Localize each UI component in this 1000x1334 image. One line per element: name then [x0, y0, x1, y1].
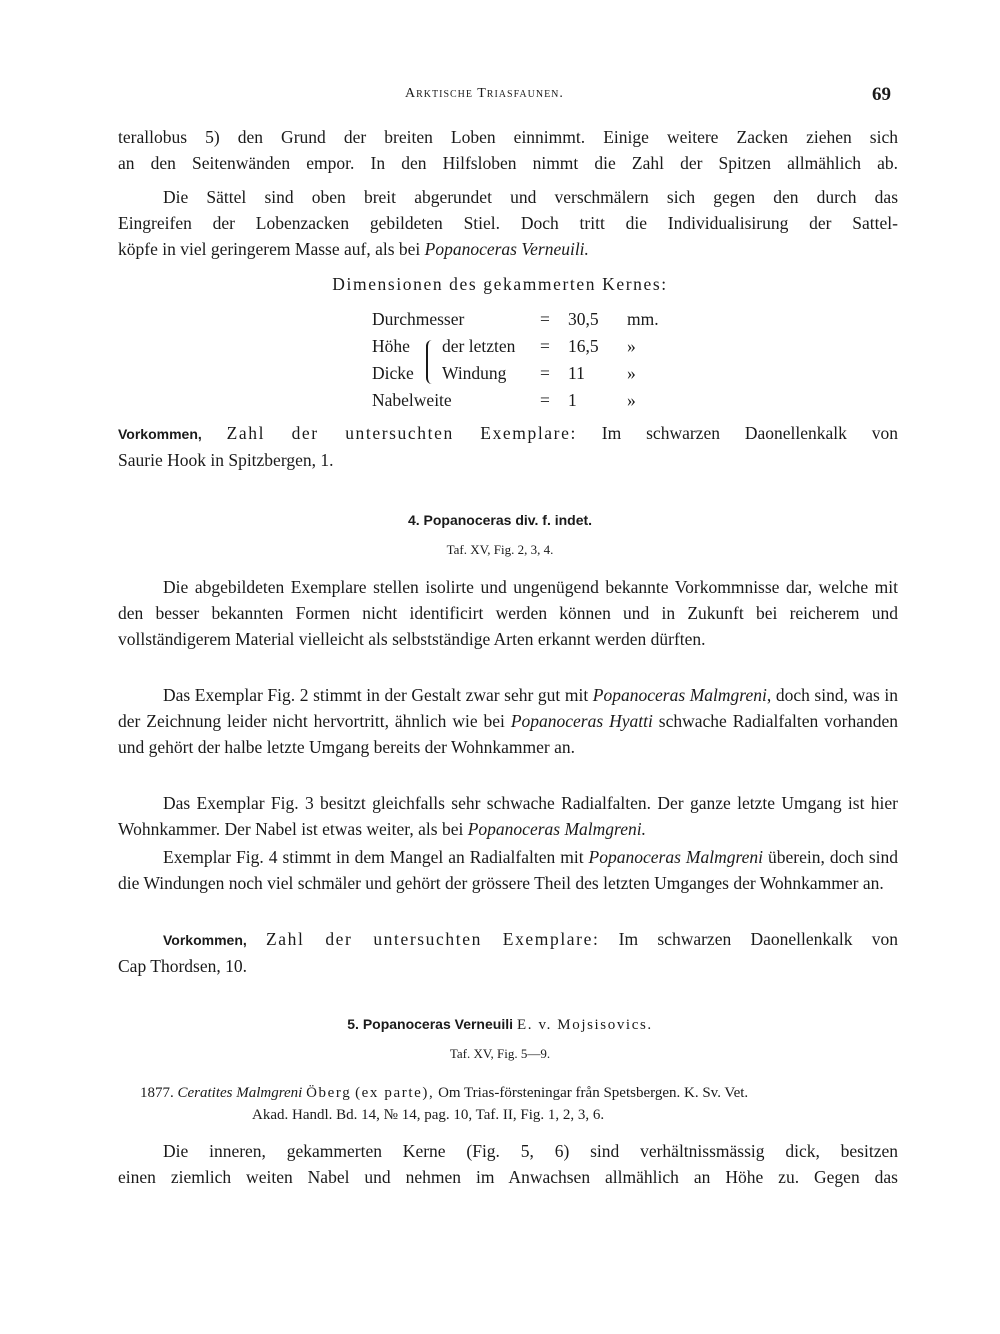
text-run: Das Exemplar Fig. 2 stimmt in der Gestalt zwar sehr gut mit — [163, 685, 593, 705]
page-number: 69 — [872, 84, 891, 105]
dimension-unit: » — [627, 390, 636, 410]
reference-year: 1877. — [140, 1085, 174, 1101]
dimension-sublabel: Windung — [442, 363, 507, 383]
dimension-unit: » — [627, 336, 636, 356]
reference-line: Akad. Handl. Bd. 14, № 14, pag. 10, Taf. II, Fig. 1, 2, 3, 6. — [252, 1107, 605, 1123]
dimensions-heading: Dimensionen des gekammerten Kernes: — [332, 274, 668, 294]
paragraph: Die abgebildeten Exemplare stellen isolirte und ungenügend bekannte Vorkommnisse dar, welche mit den besser bekannten Formen nicht identificirt werden können und in Zukunft bei reicherem und vollständigerem Material vielleicht als selbstständige Arten erkannt werden dürften. — [118, 577, 898, 649]
dimension-value: 11 — [568, 363, 585, 383]
dimension-value: 16,5 — [568, 336, 599, 356]
text-line: Eingreifen der Lobenzacken gebildeten Stiel. Doch tritt die Individualisirung der Sattel- — [118, 213, 898, 233]
text-run: Exemplar Fig. 4 stimmt in dem Mangel an Radialfalten mit — [163, 847, 589, 867]
dimension-label: Nabelweite — [372, 390, 452, 410]
text-line: an den Seitenwänden empor. In den Hilfsloben nimmt die Zahl der Spitzen allmählich ab. — [118, 153, 898, 173]
section4-paragraph — [118, 790, 898, 842]
text-line — [118, 420, 898, 447]
text-line: Cap Thordsen, 10. — [118, 956, 247, 976]
saddle-paragraph — [118, 184, 898, 262]
text-run: Im schwarzen Daonellenkalk von — [599, 929, 898, 949]
synonymy-reference — [140, 1082, 900, 1126]
dimension-label: Durchmesser — [372, 309, 465, 329]
text-run: Im schwarzen Daonellenkalk von — [576, 423, 898, 443]
section-title-line — [0, 1016, 1000, 1034]
taxon-name: Ceratites Malmgreni — [177, 1085, 303, 1101]
text-line: einen ziemlich weiten Nabel und nehmen im Anwachsen allmählich an Höhe zu. Gegen das — [118, 1167, 898, 1187]
section-title: 5. Popanoceras Verneuili — [347, 1016, 513, 1032]
section5-paragraph — [118, 1138, 898, 1190]
reference-author: Öberg — [306, 1085, 352, 1101]
text-run: schwache Radialfalten vorhanden und gehört der halbe letzte Umgang bereits der Wohnkammer an. — [118, 711, 898, 757]
intro-paragraph — [118, 124, 898, 176]
equals-sign: = — [540, 363, 550, 383]
occurrence-label: Vorkommen, — [163, 932, 247, 948]
section4-paragraph — [118, 574, 898, 652]
occurrence-paragraph — [118, 420, 898, 473]
taxon-name: Popanoceras Malmgreni. — [467, 819, 646, 839]
text-line: Saurie Hook in Spitzbergen, 1. — [118, 450, 334, 470]
text-line — [118, 926, 898, 953]
paragraph — [118, 682, 898, 760]
dimension-label: Höhe — [372, 336, 410, 356]
equals-sign: = — [540, 390, 550, 410]
dimension-unit: » — [627, 363, 636, 383]
occurrence-spaced: Zahl der untersuchten Exemplare: — [266, 929, 600, 949]
section4-paragraph — [118, 844, 898, 896]
dimension-sublabel: der letzten — [442, 336, 516, 356]
occurrence-label: Vorkommen, — [118, 426, 202, 442]
plate-reference: Taf. XV, Fig. 2, 3, 4. — [446, 542, 554, 557]
text-line: Die Sättel sind oben breit abgerundet und verschmälern sich gegen den durch das — [163, 187, 898, 207]
equals-sign: = — [540, 336, 550, 356]
plate-reference: Taf. XV, Fig. 5—9. — [449, 1046, 551, 1061]
dimension-value: 1 — [568, 390, 577, 410]
text-run: Das Exemplar Fig. 3 besitzt gleichfalls sehr schwache Radialfalten. Der ganze letzte Umgang ist hier Wohnkammer. Der Nabel ist etwas weiter, als bei — [118, 793, 898, 839]
text-line: Die inneren, gekammerten Kerne (Fig. 5, 6) sind verhältnissmässig dick, besitzen — [163, 1141, 898, 1161]
taxon-name: Popanoceras Verneuili. — [424, 239, 589, 259]
occurrence-paragraph — [118, 926, 898, 979]
taxon-name: Popanoceras Malmgreni — [588, 847, 763, 867]
reference-note: (ex parte), — [355, 1085, 435, 1101]
dimension-value: 30,5 — [568, 309, 599, 329]
text-line — [118, 236, 898, 262]
reference-line — [140, 1082, 900, 1104]
running-title: Arktische Triasfaunen. — [405, 86, 564, 101]
equals-sign: = — [540, 309, 550, 329]
text-run: überein, doch sind die Windungen noch viel schmäler und gehört der grössere Theil des letzten Umganges der Wohnkammer an. — [118, 847, 898, 893]
paragraph — [118, 790, 898, 842]
text-run: , doch sind, was in der Zeichnung leider nicht hervortritt, ähnlich wie bei — [118, 685, 898, 731]
dimension-unit: mm. — [627, 309, 659, 329]
taxon-name: Popanoceras Malmgreni — [592, 685, 767, 705]
text-run: köpfe in viel geringerem Masse auf, als bei — [118, 239, 425, 259]
paragraph — [118, 844, 898, 896]
brace — [426, 340, 438, 384]
section-author: E. v. Mojsisovics. — [517, 1017, 653, 1033]
reference-title: Om Trias-försteningar från Spetsbergen. K. Sv. Vet. — [438, 1085, 749, 1101]
section-title: 4. Popanoceras div. f. indet. — [407, 512, 593, 528]
text-line: terallobus 5) den Grund der breiten Loben einnimmt. Einige weitere Zacken ziehen sich — [118, 127, 898, 147]
occurrence-spaced: Zahl der untersuchten Exemplare: — [226, 423, 577, 443]
taxon-name: Popanoceras Hyatti — [510, 711, 653, 731]
section4-paragraph — [118, 682, 898, 760]
dimension-label: Dicke — [372, 363, 414, 383]
